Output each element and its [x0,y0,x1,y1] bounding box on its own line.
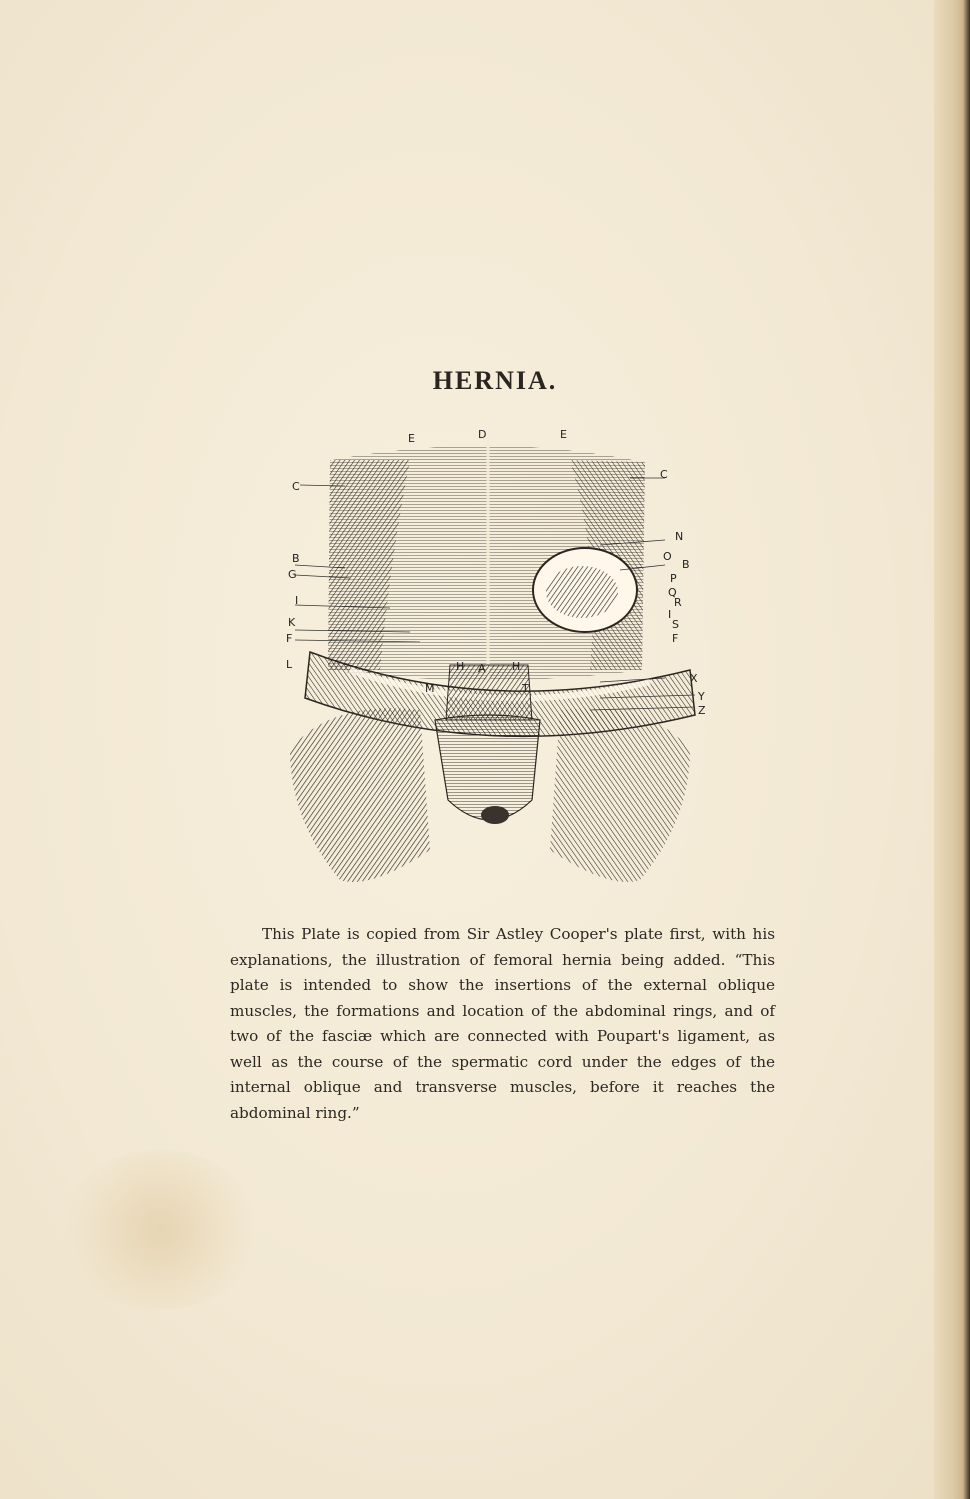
label-N: N [675,530,684,543]
central-structures [446,665,532,720]
label-K: K [288,616,296,629]
page-title: HERNIA. [432,366,558,395]
hernia-illustration [270,420,710,890]
label-I1: I [295,594,299,607]
label-G: G [288,568,297,581]
label-I2: I [668,608,672,621]
label-Q: Q [668,586,677,599]
label-C1: C [292,480,300,493]
label-B1: B [292,552,300,565]
label-P: P [670,572,677,585]
label-O: O [663,550,672,563]
label-H2: H [512,660,521,673]
label-F2: F [672,632,679,645]
label-E2: E [560,428,567,441]
plate-caption [230,922,775,1126]
label-Z: Z [698,704,706,717]
scrotum [435,715,540,820]
label-E1: E [408,432,415,445]
label-A: A [478,662,486,675]
left-thigh [290,708,430,882]
label-F1: F [286,632,293,645]
label-S: S [672,618,679,631]
label-T: T [522,682,529,695]
paper-stain [60,1150,260,1310]
label-Y: Y [698,690,705,703]
anatomical-plate [270,420,710,890]
label-H1: H [456,660,465,673]
label-B2: B [682,558,690,571]
label-D: D [478,428,487,441]
caption-text: This Plate is copied from Sir Astley Cooper's plate first, with his explanations, the illustration of femoral hernia being added. “This plate is intended to show the insertions of the external oblique muscles, the formations and location of the abdominal rings, and of two of the fasciæ which are connected with Poupart's ligament, as well as the course of the spermatic cord under the edges of the internal oblique and transverse muscles, before it reaches the abdominal ring.” [230,925,775,1122]
label-C2: C [660,468,668,481]
label-R: R [674,596,682,609]
label-X: X [690,672,698,685]
label-L: L [286,658,293,671]
book-spine-edge [934,0,970,1499]
right-thigh [550,708,690,882]
label-M: M [425,682,435,695]
